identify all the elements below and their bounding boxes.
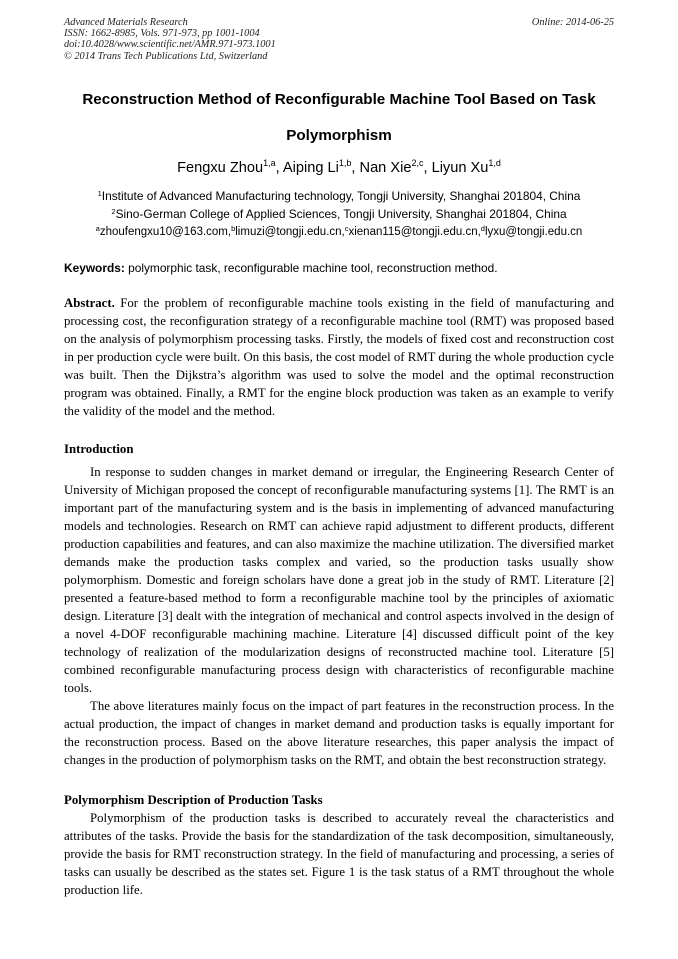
email-mark: d	[480, 224, 485, 233]
copyright-line: © 2014 Trans Tech Publications Ltd, Switzerland	[64, 50, 268, 62]
paper-title-line-1: Reconstruction Method of Reconfigurable Machine Tool Based on Task	[82, 91, 596, 108]
email-address: limuzi@tongji.edu.cn,	[235, 226, 345, 238]
issn-line: ISSN: 1662-8985, Vols. 971-973, pp 1001-1004	[64, 28, 260, 40]
affiliation-2	[40, 206, 638, 222]
email-address: xienan115@tongji.edu.cn,	[348, 226, 481, 238]
email-mark: c	[344, 224, 349, 233]
email-address: zhoufengxu10@163.com,	[99, 226, 232, 238]
journal-header	[64, 17, 276, 62]
author-name: Fengxu Zhou	[177, 160, 264, 176]
polymorphism-paragraph-1: Polymorphism of the production tasks is described to accurately reveal the characteristics and attributes of the tasks. Provide the basis for the standardization of the task decomposition, simultaneously, provide the basis for RMT reconstruction strategy. In the field of manufacturing and processing, a series of tasks can usually be described as the states set. Figure 1 is the task status of a RMT throughout the whole production life.	[64, 811, 614, 897]
affiliation-mark: 2	[111, 207, 116, 216]
author-affiliation-mark: 1,b	[338, 158, 352, 168]
introduction-paragraph-1: In response to sudden changes in market demand or irregular, the Engineering Research Center of University of Michigan proposed the concept of reconfigurable manufacturing systems [1]. The RMT is an important part of the manufacturing system and is the basis in implementing of advanced manufacturing models and technologies. Research on RMT can achieve rapid adjustment to different products, different production capabilities and features, and can also maximize the machine utilization. The diversified market demands make the production tasks complex and varied, so the production tasks usually show polymorphism. Domestic and foreign scholars have done a great job in the study of RMT. Literature [2] presented a feature-based method to form a reconfigurable machine tool by the principles of axiomatic design. Literature [3] dealt with the integration of mechanical and control aspects involved in the design of a novel 4-DOF reconfigurable machining machine. Literature [4] discussed difficult point of the key technology of realization of the modularization designs of reconstructed machine tool. Literature [5] combined reconfigurable manufacturing process design with characteristics of reconfigurable machine tools.	[64, 465, 614, 695]
email-mark: b	[231, 224, 236, 233]
keywords-label: Keywords:	[64, 261, 125, 275]
affiliation-1	[40, 188, 638, 204]
author-list	[40, 158, 638, 178]
introduction-paragraph-2: The above literatures mainly focus on the impact of part features in the reconstruction process. In the actual production, the impact of changes in market demand and production tasks is equally important for the reconstruction process. Based on the above literature researches, this paper analysis the impact of changes in the production of polymorphism tasks on the RMT, and obtain the best reconstruction strategy.	[64, 699, 614, 767]
abstract-label: Abstract.	[64, 296, 115, 310]
author-name: Liyun Xu	[431, 160, 489, 176]
keywords	[64, 260, 616, 276]
author-affiliation-mark: 1,d	[488, 158, 501, 168]
affiliation-text: Sino-German College of Applied Sciences, Tongji University, Shanghai 201804, China	[115, 207, 567, 221]
author-separator: ,	[423, 160, 432, 176]
affiliation-mark: 1	[97, 189, 102, 198]
online-date: Online: 2014-06-25	[531, 17, 614, 28]
email-list	[40, 224, 638, 240]
keywords-text: polymorphic task, reconfigurable machine tool, reconstruction method.	[124, 261, 498, 275]
section-heading-introduction: Introduction	[64, 442, 134, 456]
author-separator: ,	[351, 160, 360, 176]
affiliation-text: Institute of Advanced Manufacturing technology, Tongji University, Shanghai 201804, China	[101, 189, 581, 203]
paper-title-line-2: Polymorphism	[286, 127, 392, 144]
abstract	[64, 294, 614, 420]
author-name: Nan Xie	[359, 160, 412, 176]
email-mark: a	[95, 224, 100, 233]
author-name: Aiping Li	[282, 160, 339, 176]
section-heading-polymorphism: Polymorphism Description of Production Tasks	[64, 793, 323, 807]
doi-line: doi:10.4028/www.scientific.net/AMR.971-973.1001	[64, 39, 276, 51]
journal-name: Advanced Materials Research	[64, 17, 188, 28]
author-affiliation-mark: 1,a	[263, 158, 276, 168]
email-address: lyxu@tongji.edu.cn	[484, 226, 583, 238]
abstract-text: For the problem of reconfigurable machine tools existing in the field of manufacturing and processing cost, the reconfiguration strategy of a reconfigurable machine tool (RMT) was proposed based on the analysis of polymorphism processing tasks. Firstly, the models of fixed cost and reconstruction cost in per production cycle were built. On this basis, the cost model of RMT during the whole production cycle was built. Then the Dijkstra’s algorithm was used to solve the model and the optimal reconstruction program was obtained. Finally, a RMT for the engine block production was taken as an example to verify the validity of the model and the method.	[64, 296, 614, 418]
author-separator: ,	[275, 160, 283, 176]
author-affiliation-mark: 2,c	[411, 158, 424, 168]
